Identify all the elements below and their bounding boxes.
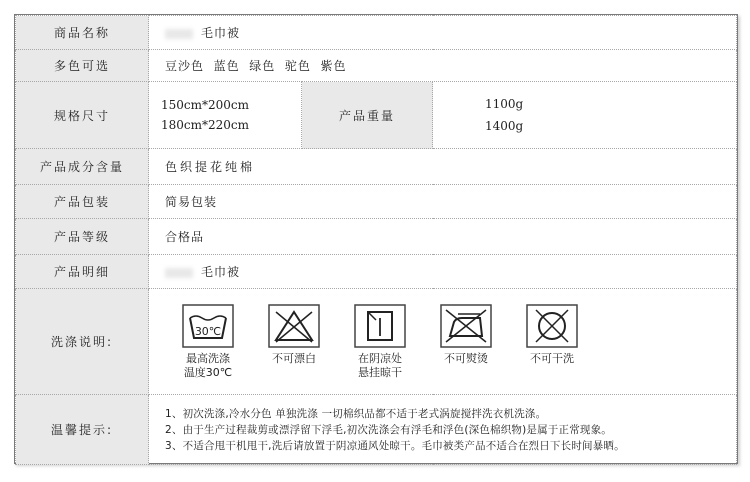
label-detail: 产品明细 bbox=[16, 255, 149, 289]
label-spec: 规格尺寸 bbox=[16, 82, 149, 149]
row-spec bbox=[16, 82, 737, 149]
wash-caption-1a: 最高洗涤 bbox=[186, 351, 230, 365]
label-name: 商品名称 bbox=[16, 16, 149, 50]
row-color bbox=[16, 50, 737, 82]
wash-item-4 bbox=[423, 304, 509, 366]
wash-temp: 30℃ bbox=[194, 324, 222, 338]
wash-item-1 bbox=[165, 304, 251, 380]
label-tips: 温馨提示: bbox=[16, 395, 149, 465]
wash-caption-3b: 悬挂晾干 bbox=[358, 365, 402, 379]
value-pack: 简易包装 bbox=[149, 185, 737, 219]
value-wash bbox=[149, 289, 737, 395]
tip-1: 1、初次洗涤,冷水分色 单独洗涤 一切棉织品都不适于老式涡旋搅拌洗衣机洗涤。 bbox=[165, 407, 547, 420]
value-weights bbox=[433, 82, 737, 149]
row-name bbox=[16, 16, 737, 50]
value-detail bbox=[149, 255, 737, 289]
value-material: 色织提花纯棉 bbox=[149, 149, 737, 185]
no-dry-clean-icon bbox=[526, 304, 578, 348]
weight-2: 1400g bbox=[485, 119, 524, 133]
row-grade bbox=[16, 219, 737, 255]
blurred-mark bbox=[165, 29, 193, 39]
row-tips bbox=[16, 395, 737, 465]
value-sizes bbox=[149, 82, 302, 149]
detail-name: 毛巾被 bbox=[201, 265, 241, 279]
wash-caption-1b: 温度30℃ bbox=[183, 365, 233, 379]
product-info-sheet bbox=[14, 14, 738, 464]
weight-1: 1100g bbox=[485, 97, 524, 111]
hang-dry-shade-icon bbox=[354, 304, 406, 348]
row-material bbox=[16, 149, 737, 185]
wash-item-5 bbox=[509, 304, 595, 366]
wash-item-3 bbox=[337, 304, 423, 380]
size-1: 150cm*200cm bbox=[161, 98, 250, 112]
label-weight: 产品重量 bbox=[302, 82, 433, 149]
value-name bbox=[149, 16, 737, 50]
row-wash bbox=[16, 289, 737, 395]
product-name: 毛巾被 bbox=[201, 26, 241, 40]
row-pack bbox=[16, 185, 737, 219]
no-bleach-icon bbox=[268, 304, 320, 348]
label-color: 多色可选 bbox=[16, 50, 149, 82]
wash-item-2 bbox=[251, 304, 337, 366]
value-color: 豆沙色 蓝色 绿色 驼色 紫色 bbox=[149, 50, 737, 82]
size-2: 180cm*220cm bbox=[161, 118, 250, 132]
no-iron-icon bbox=[440, 304, 492, 348]
value-tips bbox=[149, 395, 737, 465]
wash-caption-5: 不可干洗 bbox=[530, 351, 574, 365]
wash-30-icon bbox=[182, 304, 234, 348]
label-grade: 产品等级 bbox=[16, 219, 149, 255]
product-info-table bbox=[15, 15, 737, 465]
tip-2: 2、由于生产过程裁剪或漂浮留下浮毛,初次洗涤会有浮毛和浮色(深色棉织物)是属于正常现象。 bbox=[165, 423, 613, 436]
wash-caption-3a: 在阴凉处 bbox=[358, 351, 402, 365]
wash-caption-4: 不可熨烫 bbox=[444, 351, 488, 365]
row-detail bbox=[16, 255, 737, 289]
label-pack: 产品包装 bbox=[16, 185, 149, 219]
wash-caption-2: 不可漂白 bbox=[272, 351, 316, 365]
label-wash: 洗涤说明: bbox=[16, 289, 149, 395]
wash-icons bbox=[149, 304, 736, 380]
label-material: 产品成分含量 bbox=[16, 149, 149, 185]
tip-3: 3、不适合甩干机甩干,洗后请放置于阴凉通风处晾干。毛巾被类产品不适合在烈日下长时间暴晒。 bbox=[165, 439, 625, 452]
blurred-mark bbox=[165, 268, 193, 278]
value-grade: 合格品 bbox=[149, 219, 737, 255]
